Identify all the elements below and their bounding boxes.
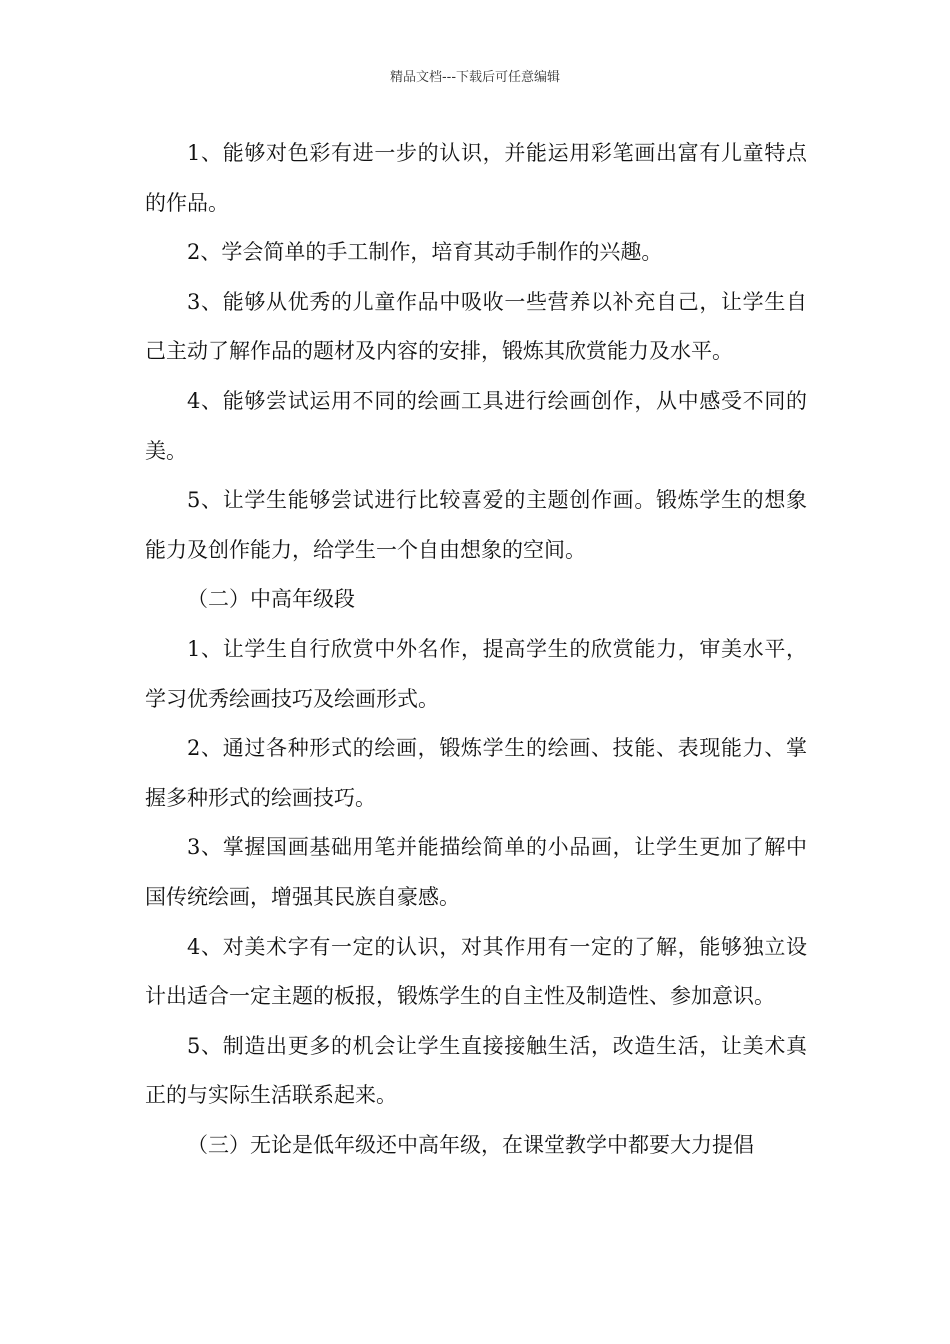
page-header: 精品文档---下载后可任意编辑	[389, 70, 561, 85]
paragraph: 2、学会简单的手工制作，培育其动手制作的兴趣。	[187, 240, 663, 265]
document-body	[145, 129, 807, 1170]
paragraph: 5、让学生能够尝试进行比较喜爱的主题创作画。锻炼学生的想象能力及创作能力，给学生一个自由想象的空间。	[145, 488, 807, 562]
paragraph: 3、掌握国画基础用笔并能描绘简单的小品画，让学生更加了解中国传统绘画，增强其民族自豪感。	[145, 835, 807, 909]
paragraph: 1、让学生自行欣赏中外名作，提高学生的欣赏能力，审美水平，学习优秀绘画技巧及绘画形式。	[145, 636, 807, 711]
paragraph: 4、能够尝试运用不同的绘画工具进行绘画创作，从中感受不同的美。	[145, 388, 807, 463]
paragraph: 3、能够从优秀的儿童作品中吸收一些营养以补充自己，让学生自己主动了解作品的题材及内容的安排，锻炼其欣赏能力及水平。	[145, 289, 807, 364]
section-heading: （二）中高年级段	[187, 587, 355, 612]
paragraph: 2、通过各种形式的绘画，锻炼学生的绘画、技能、表现能力、掌握多种形式的绘画技巧。	[145, 736, 807, 810]
paragraph: 1、能够对色彩有进一步的认识，并能运用彩笔画出富有儿童特点的作品。	[145, 141, 807, 215]
paragraph: （三）无论是低年级还中高年级，在课堂教学中都要大力提倡	[187, 1132, 754, 1157]
paragraph: 5、制造出更多的机会让学生直接接触生活，改造生活，让美术真正的与实际生活联系起来。	[145, 1033, 807, 1108]
paragraph: 4、对美术字有一定的认识，对其作用有一定的了解，能够独立设计出适合一定主题的板报，锻炼学生的自主性及制造性、参加意识。	[145, 934, 807, 1009]
